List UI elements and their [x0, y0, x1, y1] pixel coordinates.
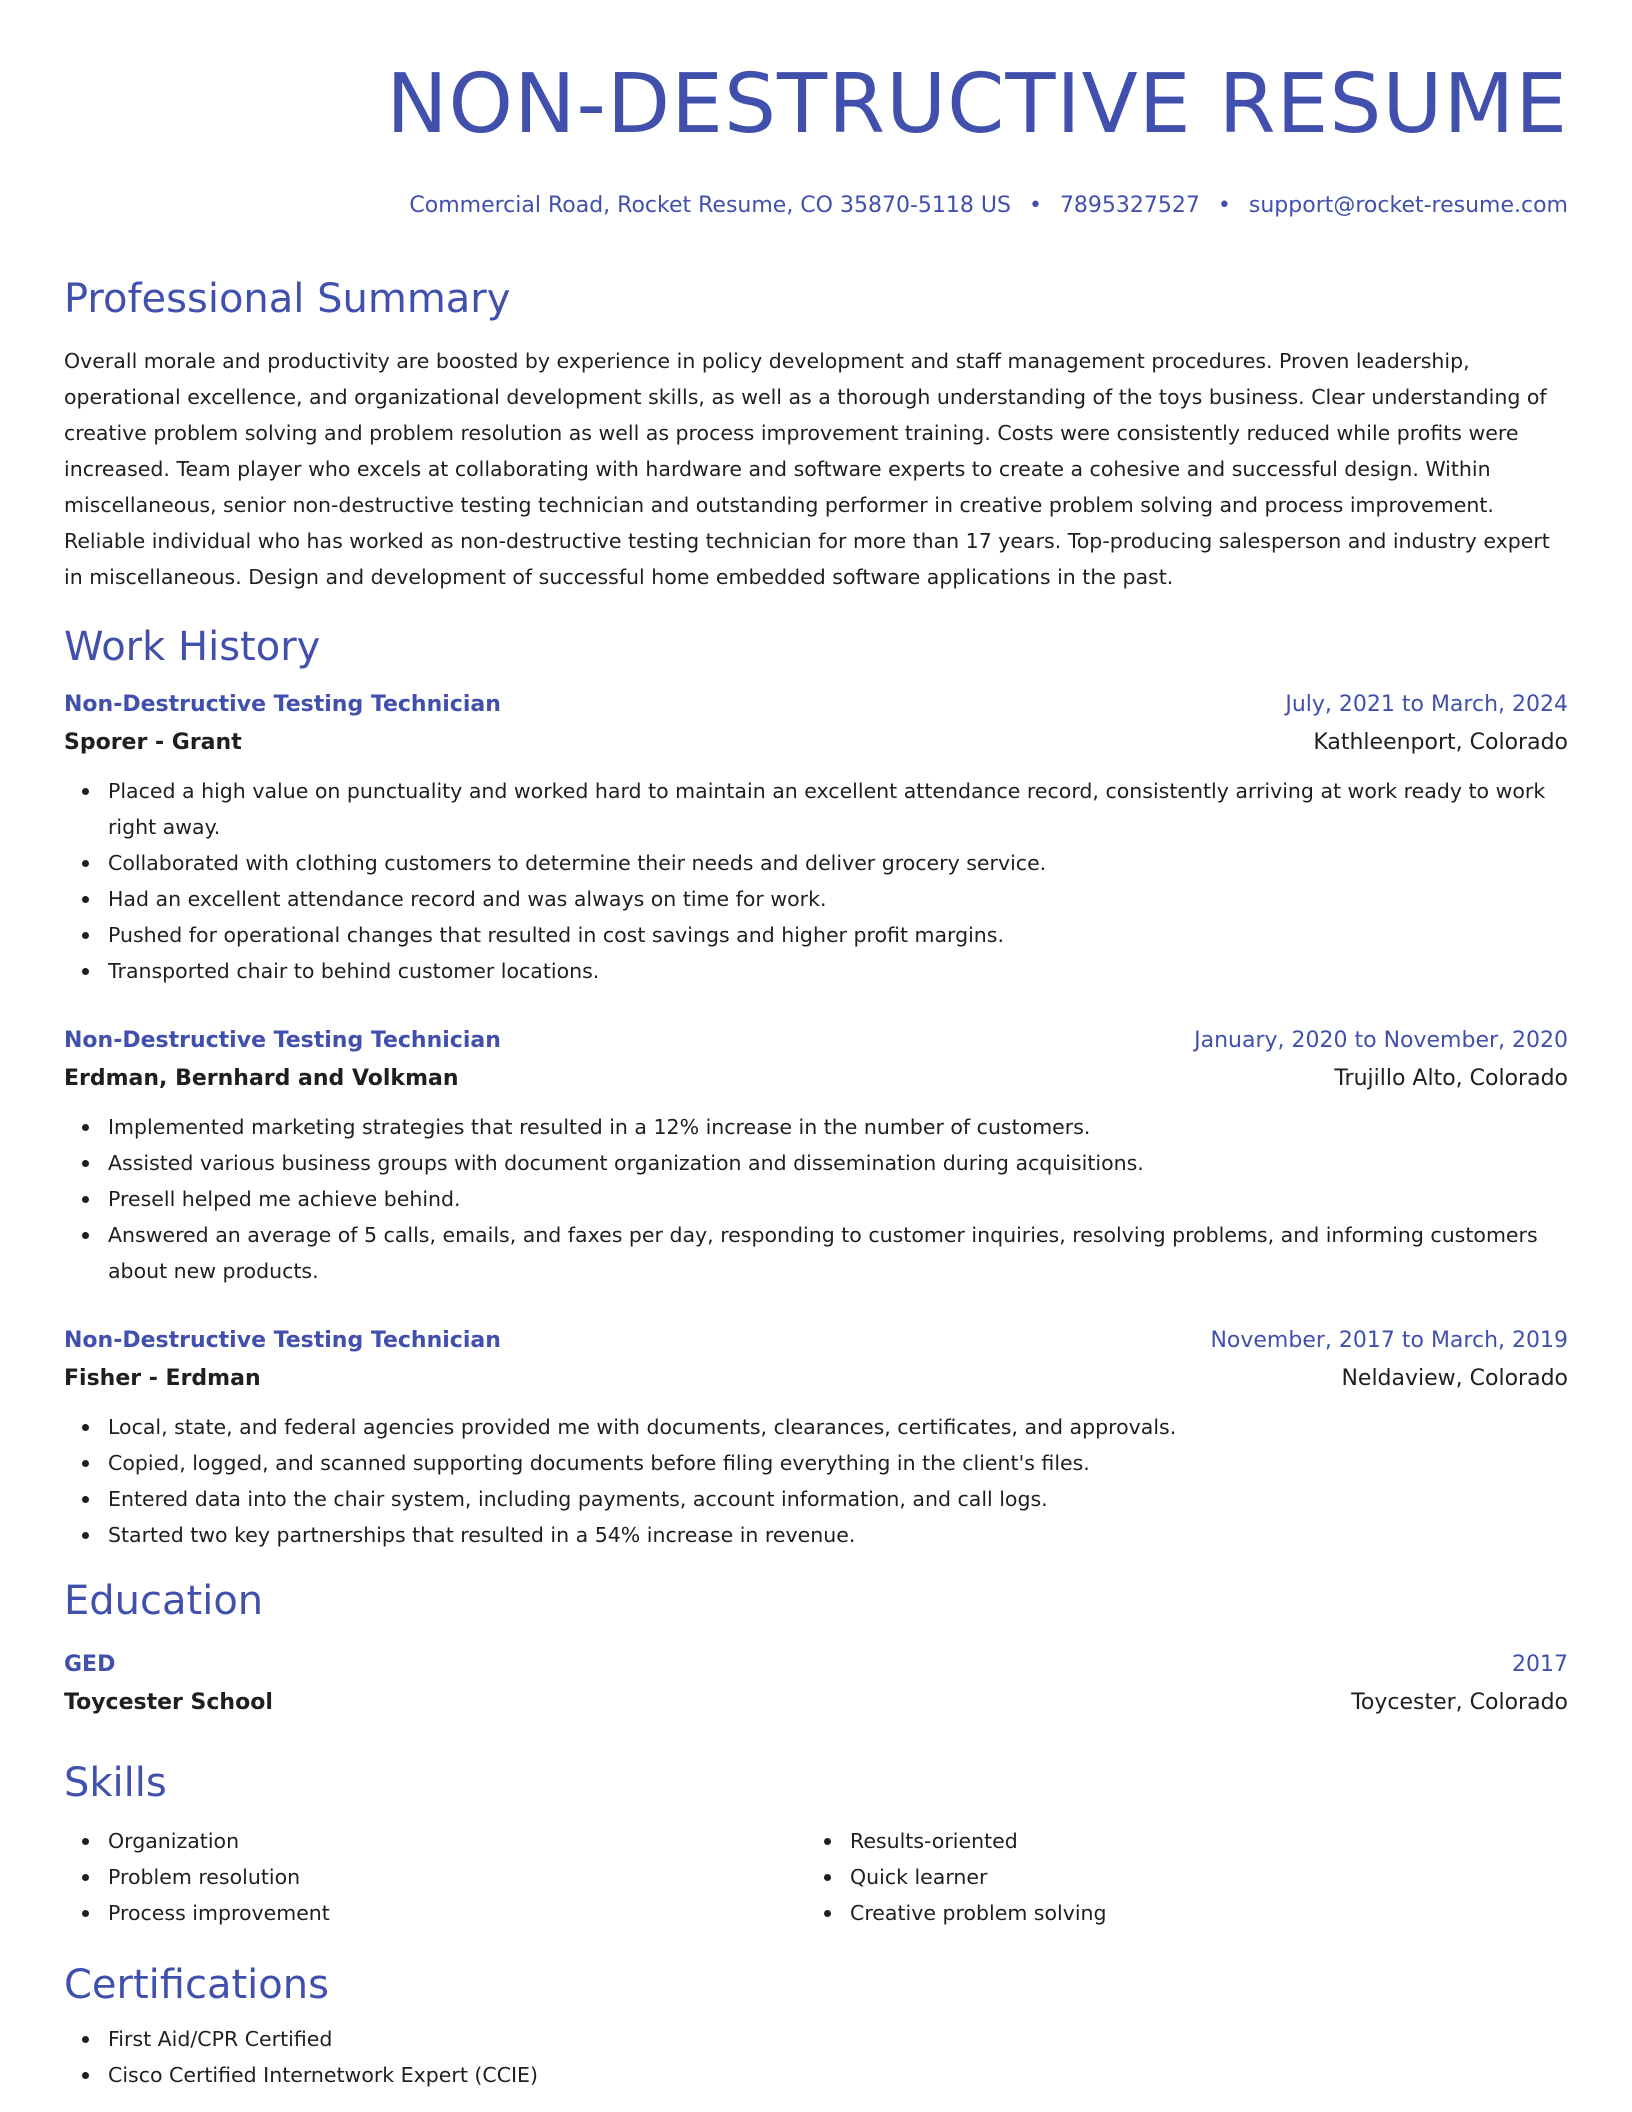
summary-heading: Professional Summary — [64, 276, 511, 322]
job-bullet: Pushed for operational changes that resulted in cost savings and higher profit margins. — [108, 917, 1568, 953]
skill-item: Quick learner — [850, 1859, 1566, 1895]
certifications-heading: Certifications — [64, 1962, 329, 2008]
job-bullet: Entered data into the chair system, including payments, account information, and call logs. — [108, 1481, 1568, 1517]
skills-list-right — [850, 1823, 1566, 1931]
job-employer: Erdman, Bernhard and Volkman — [64, 1066, 459, 1091]
job-title: Non-Destructive Testing Technician — [64, 692, 501, 717]
education-heading: Education — [64, 1578, 264, 1624]
education-degree: GED — [64, 1652, 116, 1677]
work-history-heading: Work History — [64, 624, 321, 670]
contact-separator: • — [1028, 193, 1042, 218]
summary-text: Overall morale and productivity are boosted by experience in policy development and staff management procedures. Proven leadership, operational excellence, and organizational development skills, as well as a thorough understanding of the toys business. Clear understanding of creative problem solving and problem resolution as well as process improvement training. Costs were consistently reduced while profits were increased. Team player who excels at collaborating with hardware and software experts to create a cohesive and successful design. Within miscellaneous, senior non-destructive testing technician and outstanding performer in creative problem solving and process improvement. Reliable individual who has worked as non-destructive testing technician for more than 17 years. Top-producing salesperson and industry expert in miscellaneous. Design and development of successful home embedded software applications in the past. — [64, 349, 1550, 589]
contact-separator: • — [1217, 193, 1231, 218]
job-bullet: Presell helped me achieve behind. — [108, 1181, 1568, 1217]
contact-line — [64, 191, 1568, 221]
job-employer: Fisher - Erdman — [64, 1366, 261, 1391]
job-title: Non-Destructive Testing Technician — [64, 1028, 501, 1053]
job-dates: July, 2021 to March, 2024 — [1285, 692, 1568, 717]
job-title: Non-Destructive Testing Technician — [64, 1328, 501, 1353]
skill-item: Creative problem solving — [850, 1895, 1566, 1931]
job-bullet: Transported chair to behind customer locations. — [108, 953, 1568, 989]
job-bullets — [64, 1409, 1568, 1553]
job-bullets — [64, 1109, 1568, 1289]
education-school: Toycester School — [64, 1690, 273, 1715]
education-location: Toycester, Colorado — [1351, 1690, 1568, 1715]
job-dates: January, 2020 to November, 2020 — [1194, 1028, 1568, 1053]
skill-item: Process improvement — [108, 1895, 806, 1931]
job-bullet: Local, state, and federal agencies provided me with documents, clearances, certificates, and approvals. — [108, 1409, 1568, 1445]
job-location: Neldaview, Colorado — [1341, 1366, 1568, 1391]
skills-grid — [64, 1823, 1568, 1931]
job-bullet: Had an excellent attendance record and was always on time for work. — [108, 881, 1568, 917]
job-entry — [64, 687, 1568, 989]
certification-item: First Aid/CPR Certified — [108, 2021, 1568, 2057]
job-entry — [64, 1023, 1568, 1289]
job-bullet: Placed a high value on punctuality and worked hard to maintain an excellent attendance record, consistently arriving at work ready to work right away. — [108, 773, 1568, 845]
job-location: Kathleenport, Colorado — [1313, 730, 1568, 755]
skills-list-left — [64, 1823, 806, 1931]
job-bullet: Answered an average of 5 calls, emails, and faxes per day, responding to customer inquiries, resolving problems, and informing customers about new products. — [108, 1217, 1568, 1289]
job-bullets — [64, 773, 1568, 989]
job-bullet: Started two key partnerships that resulted in a 54% increase in revenue. — [108, 1517, 1568, 1553]
contact-phone[interactable]: 7895327527 — [1059, 193, 1200, 218]
resume-name: NON-DESTRUCTIVE RESUME — [386, 57, 1568, 152]
certification-item: Cisco Certified Internetwork Expert (CCIE) — [108, 2057, 1568, 2093]
skill-item: Organization — [108, 1823, 806, 1859]
job-entry — [64, 1323, 1568, 1553]
education-entry — [64, 1647, 1568, 1723]
job-employer: Sporer - Grant — [64, 730, 242, 755]
certifications-list — [64, 2021, 1568, 2093]
contact-address: Commercial Road, Rocket Resume, CO 35870-5118 US — [409, 193, 1011, 218]
education-year: 2017 — [1512, 1652, 1568, 1677]
skills-heading: Skills — [64, 1760, 167, 1806]
job-dates: November, 2017 to March, 2019 — [1210, 1328, 1568, 1353]
job-bullet: Copied, logged, and scanned supporting documents before filing everything in the client's files. — [108, 1445, 1568, 1481]
job-bullet: Implemented marketing strategies that resulted in a 12% increase in the number of customers. — [108, 1109, 1568, 1145]
job-location: Trujillo Alto, Colorado — [1334, 1066, 1568, 1091]
job-bullet: Assisted various business groups with document organization and dissemination during acquisitions. — [108, 1145, 1568, 1181]
skill-item: Results-oriented — [850, 1823, 1566, 1859]
contact-email[interactable]: support@rocket-resume.com — [1248, 193, 1568, 218]
skill-item: Problem resolution — [108, 1859, 806, 1895]
job-bullet: Collaborated with clothing customers to determine their needs and deliver grocery service. — [108, 845, 1568, 881]
